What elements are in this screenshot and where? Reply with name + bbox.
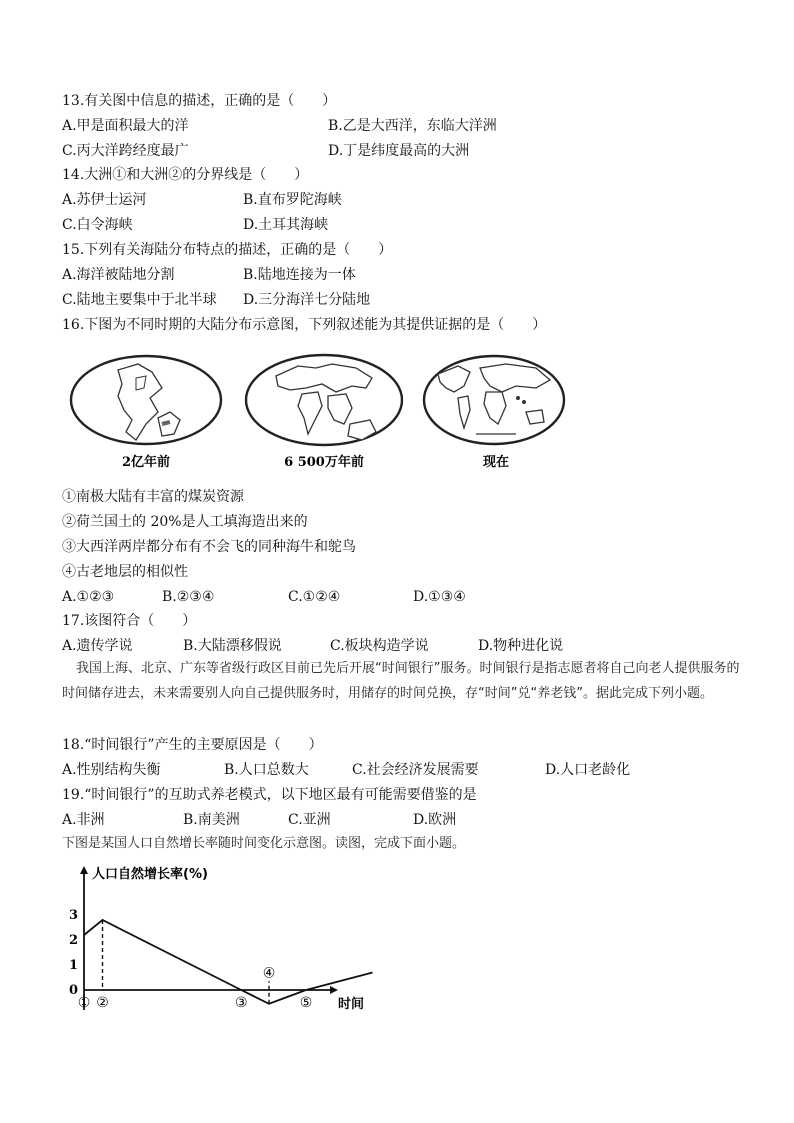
y-tick-label: 1	[68, 958, 78, 973]
q14-stem: 14.大洲①和大洲②的分界线是（ ）	[62, 167, 309, 183]
map-65-million-years	[246, 355, 402, 445]
q14-option-d: D.土耳其海峡	[243, 217, 329, 233]
q14-option-c: C.白令海峡	[62, 217, 133, 233]
q16-stem: 16.下图为不同时期的大陆分布示意图，下列叙述能为其提供证据的是（ ）	[62, 317, 547, 333]
q19-option-a: A.非洲	[62, 812, 105, 828]
q17-option-b: B.大陆漂移假说	[183, 638, 282, 654]
q17-option-d: D.物种进化说	[478, 638, 564, 654]
continental-drift-maps	[66, 348, 566, 476]
q13-option-c: C.丙大洋跨经度最广	[62, 143, 189, 159]
q18-option-b: B.人口总数大	[224, 762, 309, 778]
map-caption-2: 6 500万年前	[284, 455, 364, 470]
y-axis-arrow	[80, 866, 88, 874]
q13-stem: 13.有关图中信息的描述，正确的是（ ）	[62, 93, 337, 109]
q15-option-b: B.陆地连接为一体	[243, 267, 356, 283]
point-label: ④	[262, 965, 276, 982]
q15-stem: 15.下列有关海陆分布特点的描述，正确的是（ ）	[62, 242, 393, 258]
point-label: ⑤	[299, 995, 313, 1011]
map-caption-3: 现在	[482, 455, 510, 470]
q18-option-a: A.性别结构失衡	[62, 762, 161, 778]
q15-option-d: D.三分海洋七分陆地	[243, 292, 371, 308]
map-200-million-years	[71, 356, 221, 444]
q15-option-a: A.海洋被陆地分割	[62, 267, 175, 283]
q19-option-d: D.欧洲	[413, 812, 457, 828]
q13-option-b: B.乙是大西洋，东临大洋洲	[328, 118, 497, 134]
point-label: ①	[77, 995, 91, 1011]
q16-option-a: A.①②③	[62, 589, 115, 605]
passage-time-bank: 我国上海、北京、广东等省级行政区目前已先后开展“时间银行”服务。时间银行是指志愿者将自己向老人提供服务的时间储存进去，未来需要别人向自己提供服务时，用储存的时间兑换，存“时间”兑“养老钱”。据此完成下列小题。	[62, 661, 740, 701]
y-tick-label: 3	[68, 908, 78, 923]
passage-population-chart: 下图是某国人口自然增长率随时间变化示意图。读图，完成下面小题。	[62, 836, 466, 851]
q19-option-b: B.南美洲	[183, 812, 240, 828]
point-label: ③	[234, 995, 248, 1011]
y-tick-label: 2	[68, 933, 78, 948]
growth-rate-line	[84, 920, 373, 1004]
q13-option-a: A.甲是面积最大的洋	[62, 118, 189, 134]
q14-option-b: B.直布罗陀海峡	[243, 192, 342, 208]
q19-stem: 19.“时间银行”的互助式养老模式，以下地区最有可能需要借鉴的是	[62, 787, 477, 803]
q16-statement-2: ②荷兰国土的 20%是人工填海造出来的	[62, 514, 308, 530]
q14-option-a: A.苏伊士运河	[62, 192, 147, 208]
q16-statement-4: ④古老地层的相似性	[62, 564, 188, 580]
q17-stem: 17.该图符合（ ）	[62, 613, 197, 629]
q17-option-a: A.遗传学说	[62, 638, 133, 654]
q18-option-d: D.人口老龄化	[545, 762, 631, 778]
q18-stem: 18.“时间银行”产生的主要原因是（ ）	[62, 737, 323, 753]
q16-option-d: D.①③④	[413, 589, 466, 605]
q17-option-c: C.板块构造学说	[330, 638, 429, 654]
x-axis-arrow	[330, 986, 338, 994]
q15-option-c: C.陆地主要集中于北半球	[62, 292, 217, 308]
q13-option-d: D.丁是纬度最高的大洲	[328, 143, 470, 159]
q19-option-c: C.亚洲	[288, 812, 331, 828]
q16-statement-3: ③大西洋两岸都分布有不会飞的同种海牛和鸵鸟	[62, 539, 356, 555]
map-present	[424, 356, 564, 444]
population-growth-chart	[66, 860, 386, 1020]
q16-option-c: C.①②④	[288, 589, 341, 605]
q18-option-c: C.社会经济发展需要	[352, 762, 479, 778]
q16-option-b: B.②③④	[162, 589, 215, 605]
q16-statement-1: ①南极大陆有丰富的煤炭资源	[62, 489, 244, 505]
y-tick-label: 0	[68, 983, 78, 998]
map-caption-1: 2亿年前	[121, 455, 171, 470]
point-label: ②	[96, 995, 109, 1011]
chart-xlabel: 时间	[338, 997, 365, 1012]
chart-ylabel: 人口自然增长率(%)	[92, 867, 208, 882]
